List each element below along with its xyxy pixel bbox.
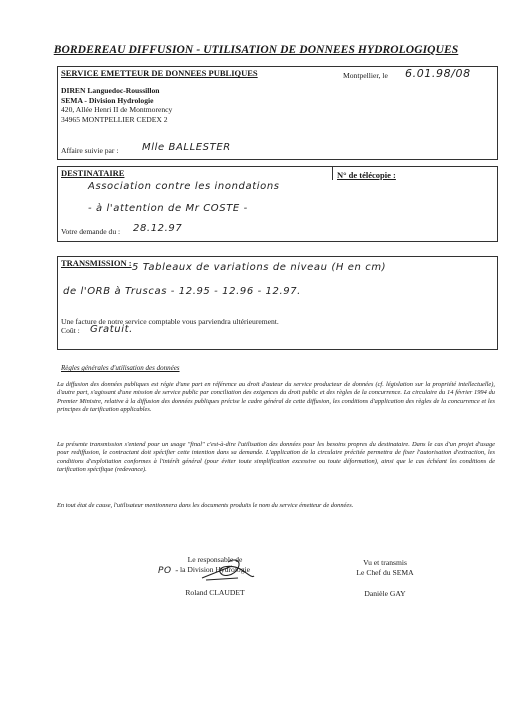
demande-value: 28.12.97 [133, 223, 183, 234]
left-initial: PO - [158, 566, 180, 576]
service-address [61, 86, 172, 124]
rules-paragraph-3: En tout état de cause, l'utilisateur mentionnera dans les documents produits le nom du service émetteur de données. [57, 502, 354, 509]
destinataire-line-2: - à l'attention de Mr COSTE - [88, 203, 248, 214]
left-role-1: Le responsable de [187, 555, 243, 564]
right-role-1: Vu et transmis [363, 558, 407, 567]
date-value: 6.01.98/08 [405, 67, 471, 80]
left-role-2: la Division Hydrologie [179, 564, 251, 574]
document-title: BORDEREAU DIFFUSION - UTILISATION DE DONNEES HYDROLOGIQUES [53, 44, 459, 56]
destinataire-line-1: Association contre les inondations [88, 181, 280, 192]
address-line-2: SEMA - Division Hydrologie [61, 95, 154, 105]
transmission-header: TRANSMISSION : [61, 258, 132, 268]
right-role-2: Le Chef du SEMA [356, 567, 414, 577]
right-name: Danièle GAY [364, 589, 406, 598]
facture-note: Une facture de notre service comptable vous parviendra ultérieurement. [61, 317, 279, 326]
affaire-value: Mlle BALLESTER [142, 142, 231, 153]
cout-label: Coût : [61, 326, 80, 335]
transmission-line-1: 5 Tableaux de variations de niveau (H en cm) [132, 262, 387, 273]
left-name: Roland CLAUDET [185, 588, 245, 597]
telecopie-label: N° de télécopie : [337, 170, 396, 180]
rules-heading: Règles générales d'utilisation des données [61, 364, 180, 372]
rules-paragraph-2: La présente transmission s'entend pour un usage "final" c'est-à-dire l'utilisation des données pour les besoins propres du destinataire. Dans le cas d'un projet d'usage pour rediffusion, le contractant doit spécifier cette intention dans sa demande. L'application de la circulaire précitée permettra de fixer l'autorisation d'extraction, les conditions d'exploitation conformes à l'intérêt général (pour éviter toute simplification excessive ou toute déformation), ainsi que le cas échéant les conditions de tarification spécifique (redevance). [57, 441, 495, 473]
date-label: Montpellier, le [343, 71, 388, 80]
rules-paragraph-1: La diffusion des données publiques est régie d'une part en référence au droit d'auteur du service producteur de données (cf. législation sur la propriété intellectuelle), d'autre part, s'agissant d'une mission de service public par conciliation des exigences du droit public et des règles de la concurrence. La circulaire du 14 février 1994 du Premier Ministre, relative à la diffusion des données publiques précise le cadre général de cette diffusion, les conditions d'application des règles de la concurrence et les principes de tarification applicables. [57, 381, 495, 413]
service-header: SERVICE EMETTEUR DE DONNEES PUBLIQUES [61, 68, 258, 78]
demande-label: Votre demande du : [61, 227, 121, 236]
address-line-4: 34965 MONTPELLIER CEDEX 2 [61, 114, 168, 124]
affaire-label: Affaire suivie par : [61, 146, 119, 155]
right-signature-block [325, 558, 445, 577]
address-line-3: 420, Allée Henri II de Montmorency [61, 105, 173, 115]
cout-value: Gratuit. [90, 324, 133, 335]
signature-scribble [198, 556, 258, 586]
destinataire-divider [332, 166, 333, 180]
address-line-1: DIREN Languedoc-Roussillon [61, 86, 160, 95]
destinataire-header: DESTINATAIRE [61, 168, 125, 178]
transmission-line-2: de l'ORB à Truscas - 12.95 - 12.96 - 12.97. [63, 286, 301, 297]
